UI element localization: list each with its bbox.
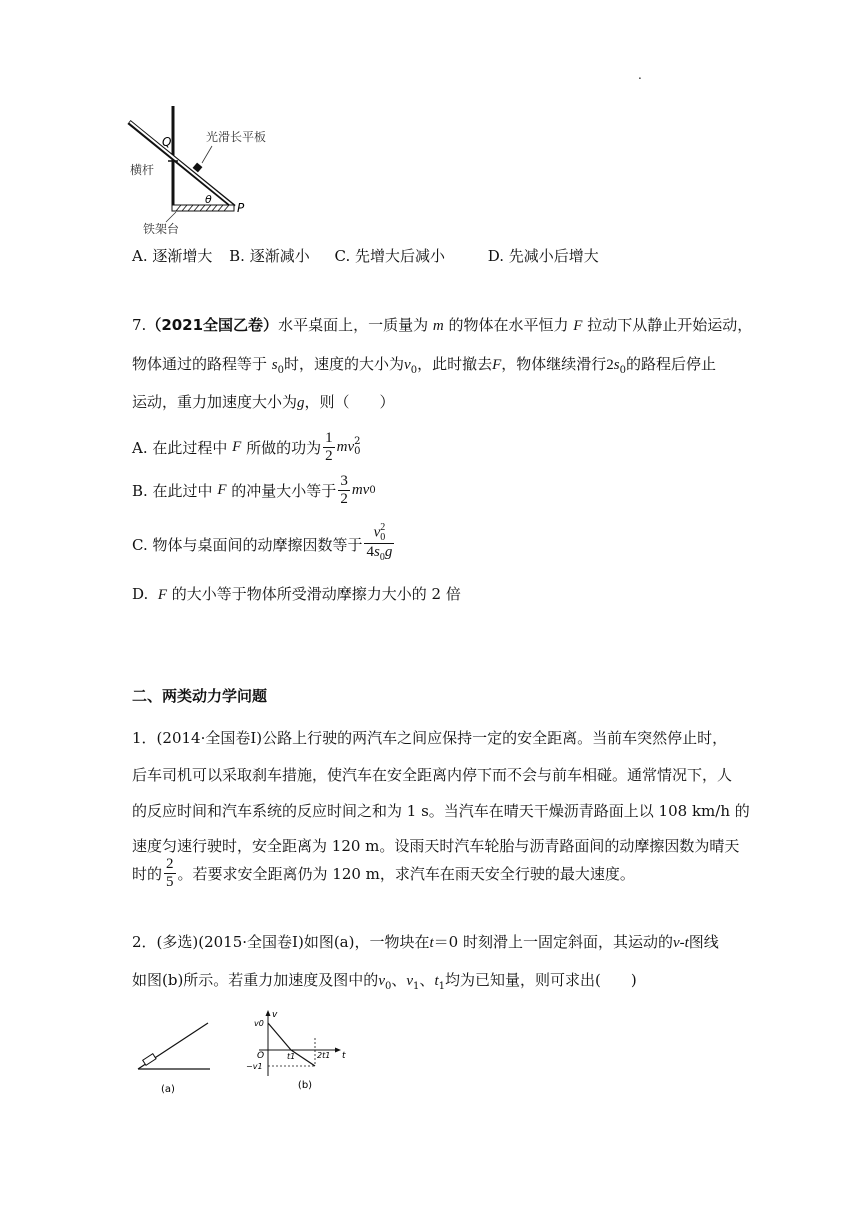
q7-option-d: D. F 的大小等于物体所受滑动摩擦力大小的 2 倍 (132, 585, 461, 603)
label-v: v (272, 1010, 278, 1020)
incline-board-figure (126, 100, 276, 240)
option-d: D. 先减小后增大 (487, 247, 599, 265)
label-t: t (342, 1051, 346, 1061)
q6-options (132, 249, 599, 264)
option-c: C. 先增大后减小 (334, 247, 445, 265)
option-a: A. 逐渐增大 (132, 247, 213, 265)
option-b: B. 逐渐减小 (229, 247, 310, 265)
p2-line-1: 2．(多选)(2015·全国卷Ⅰ)如图(a)，一物块在t＝0 时刻滑上一固定斜面，其运动的v-t图线 (132, 933, 719, 951)
fraction-one-half: $\frac{1}{2}$ (325, 429, 333, 464)
corner-mark: . (638, 68, 642, 82)
p2-line-2: 如图(b)所示。若重力加速度及图中的$v_0$、$v_1$、$t_1$均为已知量，则可求出( ) (132, 971, 637, 992)
q7-option-a: A. 在此过程中 F 所做的功为 $\frac{1}{2}$ m v 2 0 (132, 429, 361, 464)
vt-graph-b (243, 1008, 353, 1090)
q7-line-3: 运动，重力加速度大小为g，则（ ） (132, 393, 395, 411)
p1-line-1: 1．(2014·全国卷Ⅰ)公路上行驶的两汽车之间应保持一定的安全距离。当前车突然停止时， (132, 729, 728, 747)
p1-line-5: 时的 $\frac{2}{5}$ 。若要求安全距离仍为 120 m，求汽车在雨天安全行驶的最大速度。 (132, 855, 635, 890)
p1-line-2: 后车司机可以采取刹车措施，使汽车在安全距离内停下而不会与前车相碰。通常情况下，人 (132, 766, 733, 784)
p1-line-4: 速度匀速行驶时，安全距离为 120 m。设雨天时汽车轮胎与沥青路面间的动摩擦因数为晴天 (132, 837, 740, 855)
label-v0: v0 (254, 1019, 264, 1028)
label-t1: t1 (287, 1052, 296, 1061)
fraction-three-halves: $\frac{3}{2}$ (340, 472, 348, 507)
label-Q: Q (162, 135, 172, 149)
label-O: O (257, 1051, 265, 1061)
q7-option-b: B. 在此过中 F 的冲量大小等于 $\frac{3}{2}$ m v 0 (132, 472, 376, 507)
q7-line-1: 7.（2021全国乙卷）水平桌面上，一质量为 m 的物体在水平恒力 F 拉动下从静止开始运动， (132, 316, 753, 334)
caption-b: (b) (297, 1080, 313, 1090)
label-neg-v1: −v1 (246, 1062, 263, 1071)
q7-line-2: 物体通过的路程等于 $s_0$时，速度的大小为$v_0$，此时撤去F，物体继续滑行$2s_0$的路程后停止 (132, 355, 717, 376)
q7-source: （2021全国乙卷） (146, 316, 279, 334)
q7-option-c: C. 物体与桌面间的动摩擦因数等于 v 2 0 $4s_0g$ (132, 520, 396, 568)
label-stand: 铁架台 (143, 222, 180, 236)
p1-line-3: 的反应时间和汽车系统的反应时间之和为 1 s。当汽车在晴天干燥沥青路面上以 108 km/h 的 (132, 802, 750, 820)
section-heading: 二、两类动力学问题 (132, 687, 268, 705)
caption-a: (a) (161, 1084, 175, 1095)
label-theta: θ (205, 193, 212, 206)
vt-line-up (268, 1023, 291, 1050)
incline-figure-a (134, 1018, 214, 1098)
label-board: 光滑长平板 (206, 130, 267, 144)
label-bar: 横杆 (130, 163, 155, 177)
fraction-two-fifths: $\frac{2}{5}$ (166, 855, 174, 890)
label-2t1: 2t1 (317, 1051, 331, 1060)
label-P: P (237, 201, 245, 215)
fraction-friction: v 2 0 $4s_0g$ (364, 523, 394, 566)
sliding-block (143, 1054, 156, 1066)
block (193, 163, 203, 173)
